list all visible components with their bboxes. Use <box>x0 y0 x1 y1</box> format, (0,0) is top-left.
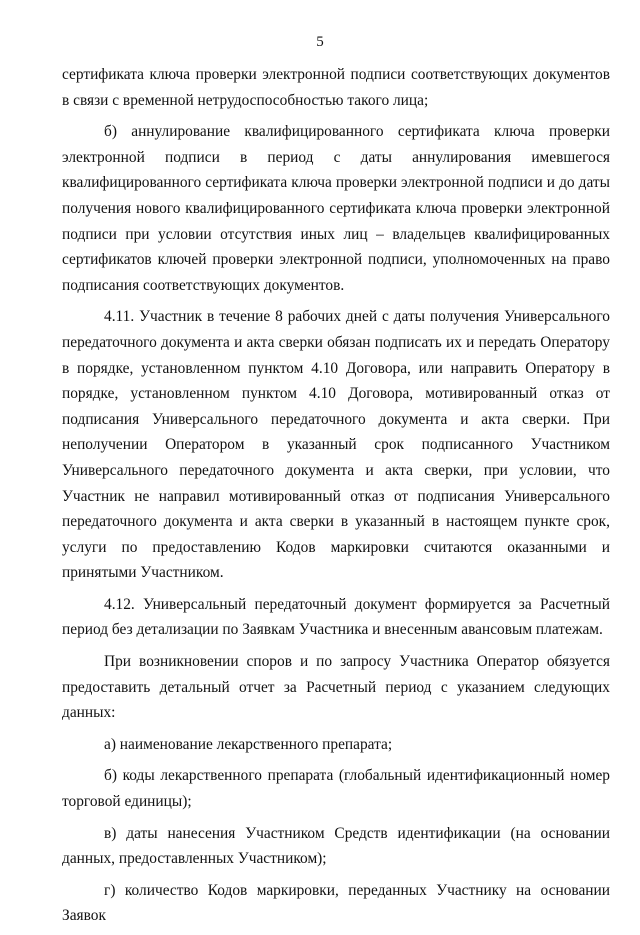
paragraph-4-11: 4.11. Участник в течение 8 рабочих дней с даты получения Универсального передаточного документа и акта сверки обязан подписать их и передать Оператору в порядке, установленном пунктом 4.10 Договора, или направить Оператору в порядке, установленном пунктом 4.10 Договора, мотивированный отказ от подписания Универсального передаточного документа и акта сверки. При неполучении Оператором в указанный срок подписанного Участником Универсального передаточного документа и акта сверки, при условии, что Участник не направил мотивированный отказ от подписания Универсального передаточного документа и акта сверки в указанный в настоящем пункте срок, услуги по предоставлению Кодов маркировки считаются оказанными и принятыми Участником. <box>62 308 610 582</box>
list-item-b: б) коды лекарственного препарата (глобальный идентификационный номер торговой единицы); <box>62 767 610 811</box>
list-item-v: в) даты нанесения Участником Средств идентификации (на основании данных, предоставленных Участником); <box>62 824 610 868</box>
paragraph-disputes: При возникновении споров и по запросу Участника Оператор обязуется предоставить детальный отчет за Расчетный период с указанием следующих данных: <box>62 653 610 722</box>
list-item-g: г) количество Кодов маркировки, переданных Участнику на основании Заявок <box>62 881 610 925</box>
paragraph-continuation: сертификата ключа проверки электронной подписи соответствующих документов в связи с временной нетрудоспособностью такого лица; <box>62 66 610 109</box>
paragraph-4-12: 4.12. Универсальный передаточный документ формируется за Расчетный период без детализации по Заявкам Участника и внесенным авансовым платежам. <box>62 595 610 639</box>
paragraph-item-b-cancellation: б) аннулирование квалифицированного сертификата ключа проверки электронной подписи в период с даты аннулирования имевшегося квалифицированного сертификата ключа проверки электронной подписи и до даты получения нового квалифицированного сертификата ключа проверки электронной подписи при условии отсутствия иных лиц – владельцев квалифицированных сертификатов ключей проверки электронной подписи, уполномоченных на право подписания соответствующих документов. <box>62 123 610 294</box>
list-item-a: а) наименование лекарственного препарата; <box>104 735 393 753</box>
document-body <box>62 62 610 935</box>
page-number: 5 <box>316 34 324 50</box>
